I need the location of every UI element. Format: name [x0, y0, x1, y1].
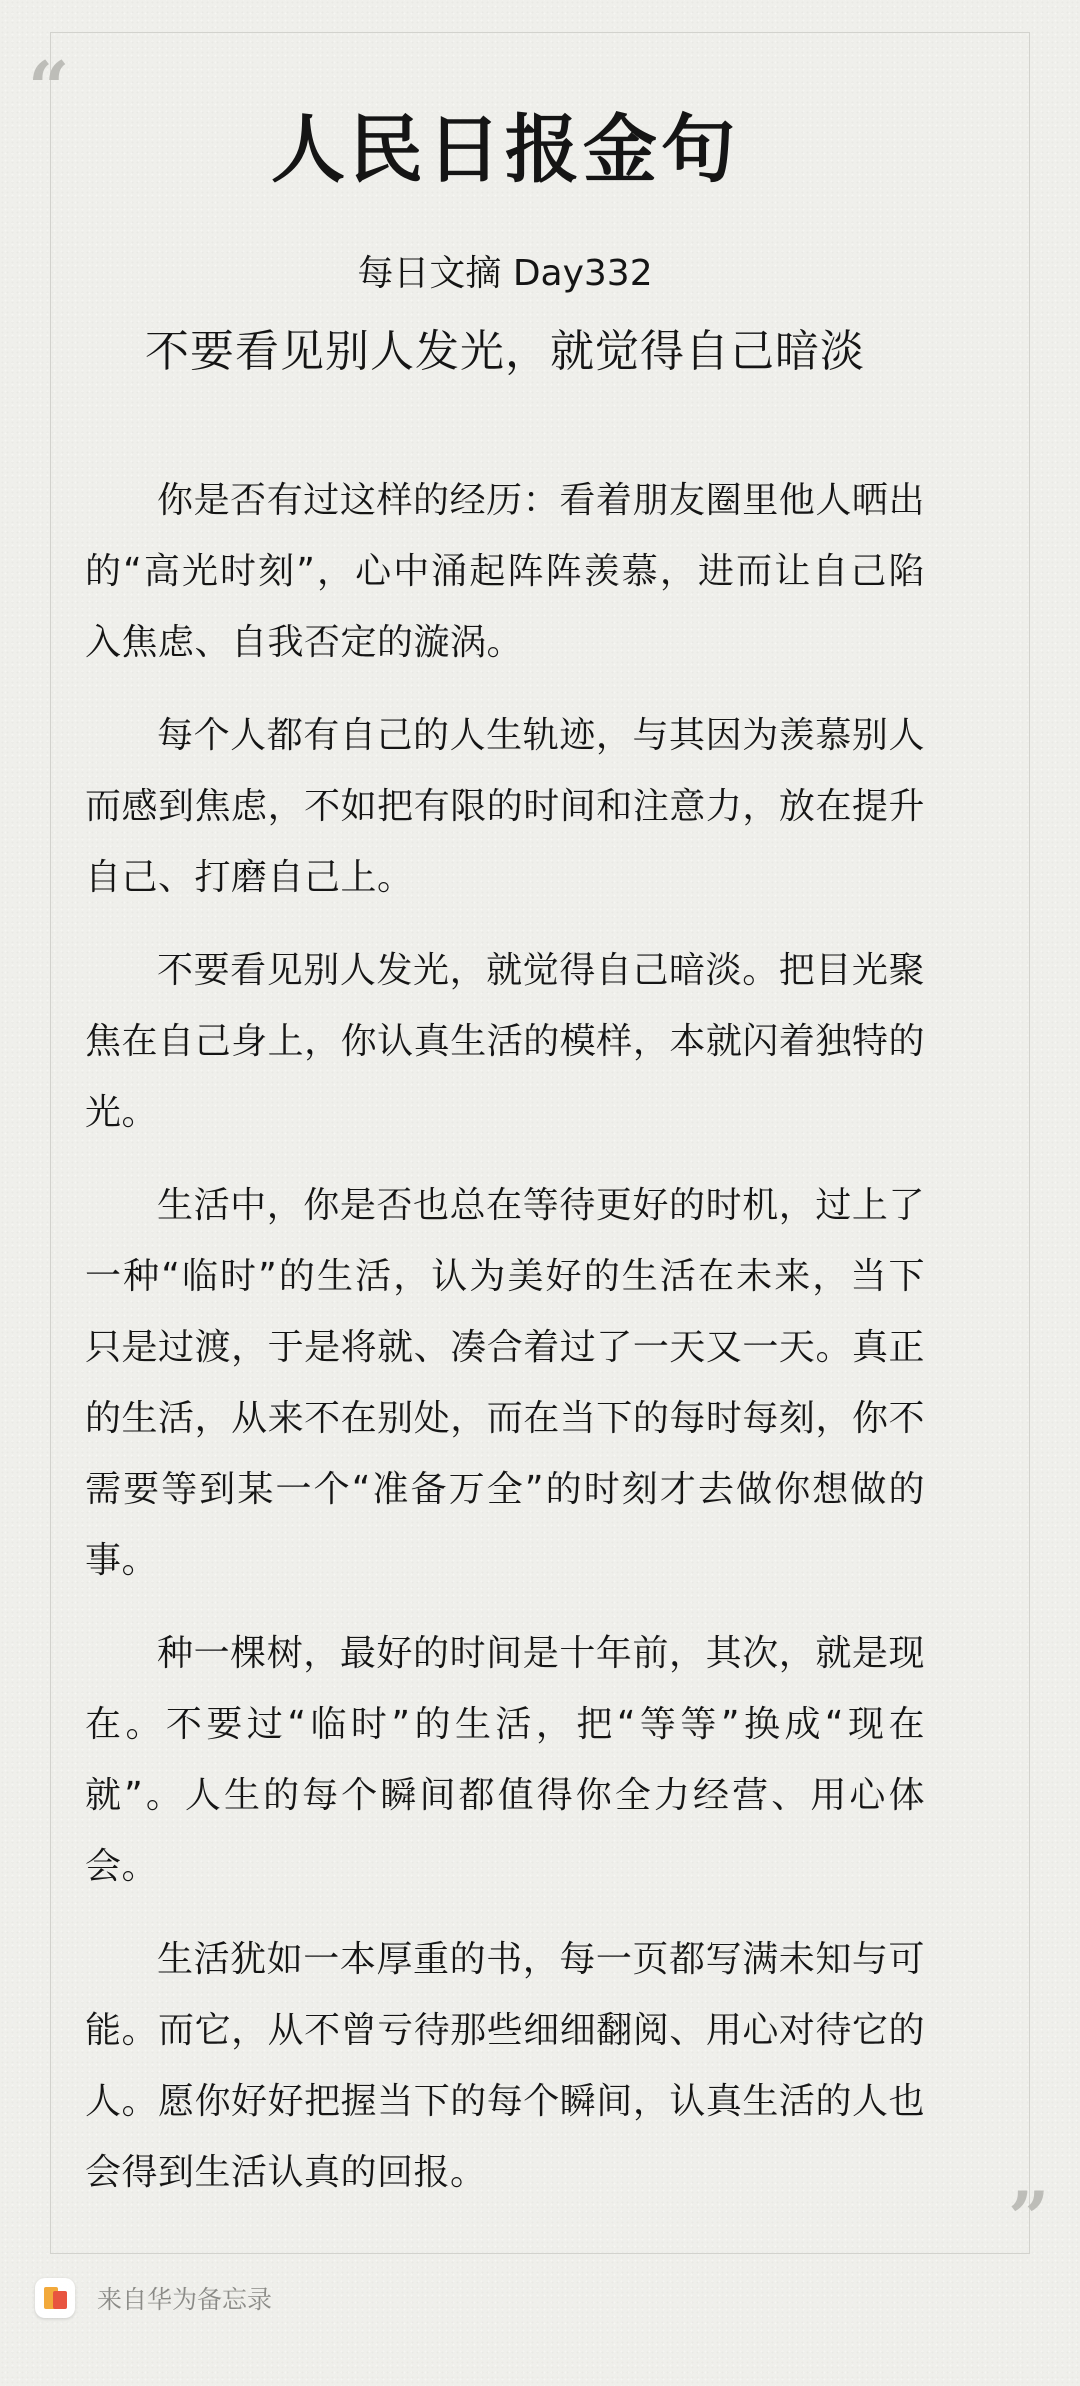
article-body: [85, 465, 925, 2230]
notes-app-icon: [35, 2278, 75, 2318]
paragraph-2: 每个人都有自己的人生轨迹，与其因为羡慕别人而感到焦虑，不如把有限的时间和注意力，放在提升自己、打磨自己上。: [85, 715, 925, 898]
paragraph-4: 生活中，你是否也总在等待更好的时机，过上了一种“临时”的生活，认为美好的生活在未来，当下只是过渡，于是将就、凑合着过了一天又一天。真正的生活，从来不在别处，而在当下的每时每刻，你不需要等到某一个“准备万全”的时刻才去做你想做的事。: [85, 1185, 925, 1581]
close-quote-mark: ”: [1008, 2175, 1050, 2260]
article-headline: 不要看见别人发光，就觉得自己暗淡: [145, 326, 865, 377]
paragraph-3: 不要看见别人发光，就觉得自己暗淡。把目光聚焦在自己身上，你认真生活的模样，本就闪着独特的光。: [85, 950, 925, 1133]
paragraph-6: 生活犹如一本厚重的书，每一页都写满未知与可能。而它，从不曾亏待那些细细翻阅、用心对待它的人。愿你好好把握当下的每个瞬间，认真生活的人也会得到生活认真的回报。: [85, 1939, 925, 2193]
paragraph-1: 你是否有过这样的经历：看着朋友圈里他人晒出的“高光时刻”，心中涌起阵阵羡慕，进而让自己陷入焦虑、自我否定的漩涡。: [85, 480, 925, 663]
source-footer: [35, 2276, 272, 2320]
page-subtitle: 每日文摘 Day332: [357, 253, 653, 294]
open-quote-mark: “: [28, 45, 70, 130]
source-label: 来自华为备忘录: [97, 2285, 273, 2314]
paragraph-5: 种一棵树，最好的时间是十年前，其次，就是现在。不要过“临时”的生活，把“等等”换成“现在就”。人生的每个瞬间都值得你全力经营、用心体会。: [85, 1633, 925, 1887]
page-title: 人民日报金句: [271, 107, 739, 193]
